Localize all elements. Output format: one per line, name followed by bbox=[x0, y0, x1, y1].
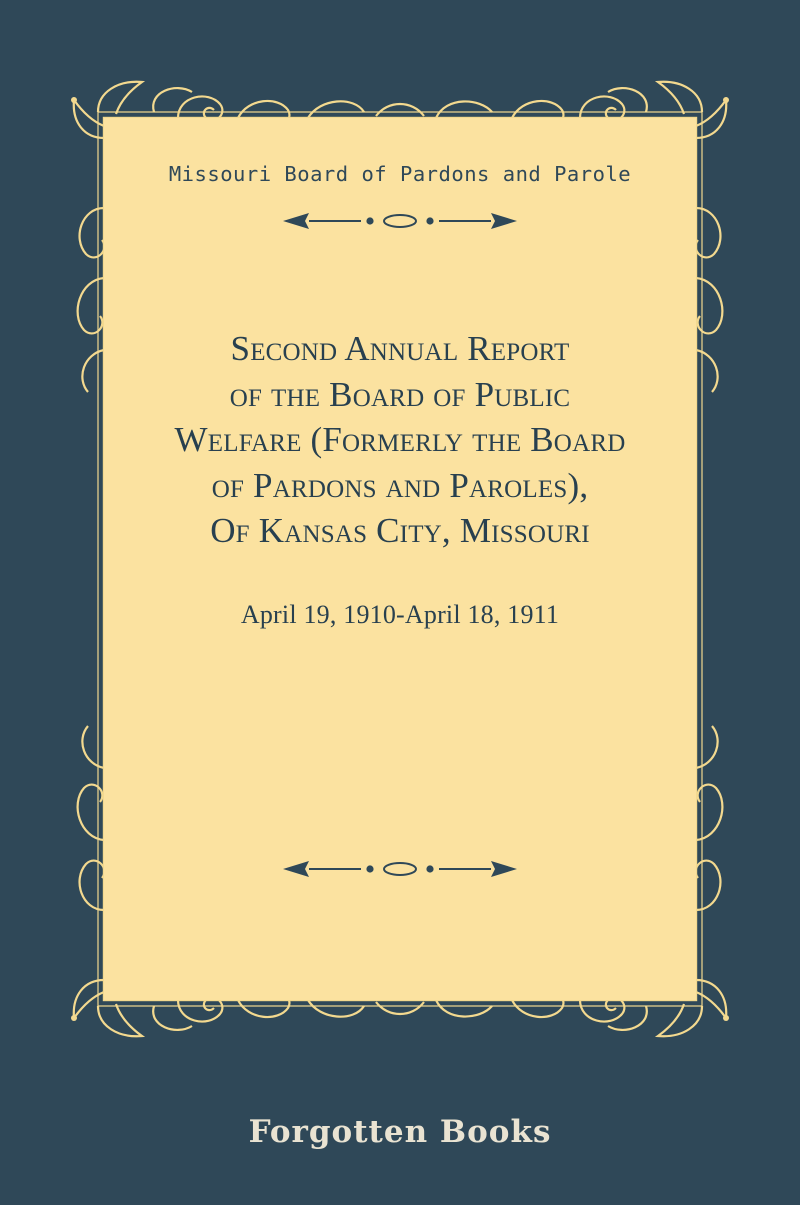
publisher-logo bbox=[0, 1114, 800, 1150]
date-range-subtitle: April 19, 1910-April 18, 1911 bbox=[240, 599, 560, 629]
publisher-name: Forgotten Books bbox=[248, 1114, 552, 1150]
bottom-ornament-divider bbox=[275, 856, 525, 882]
title-line-5: Of Kansas City, Missouri bbox=[210, 511, 590, 550]
author-name: Missouri Board of Pardons and Parole bbox=[168, 162, 632, 186]
title-line-3: Welfare (Formerly the Board bbox=[174, 420, 626, 459]
top-ornament-divider bbox=[275, 208, 525, 234]
title-line-1: Second Annual Report bbox=[230, 329, 570, 368]
title-line-2: of the Board of Public bbox=[229, 374, 571, 414]
cover-panel bbox=[104, 118, 696, 1000]
title-line-4: of Pardons and Paroles), bbox=[211, 465, 589, 505]
book-title bbox=[148, 326, 652, 554]
